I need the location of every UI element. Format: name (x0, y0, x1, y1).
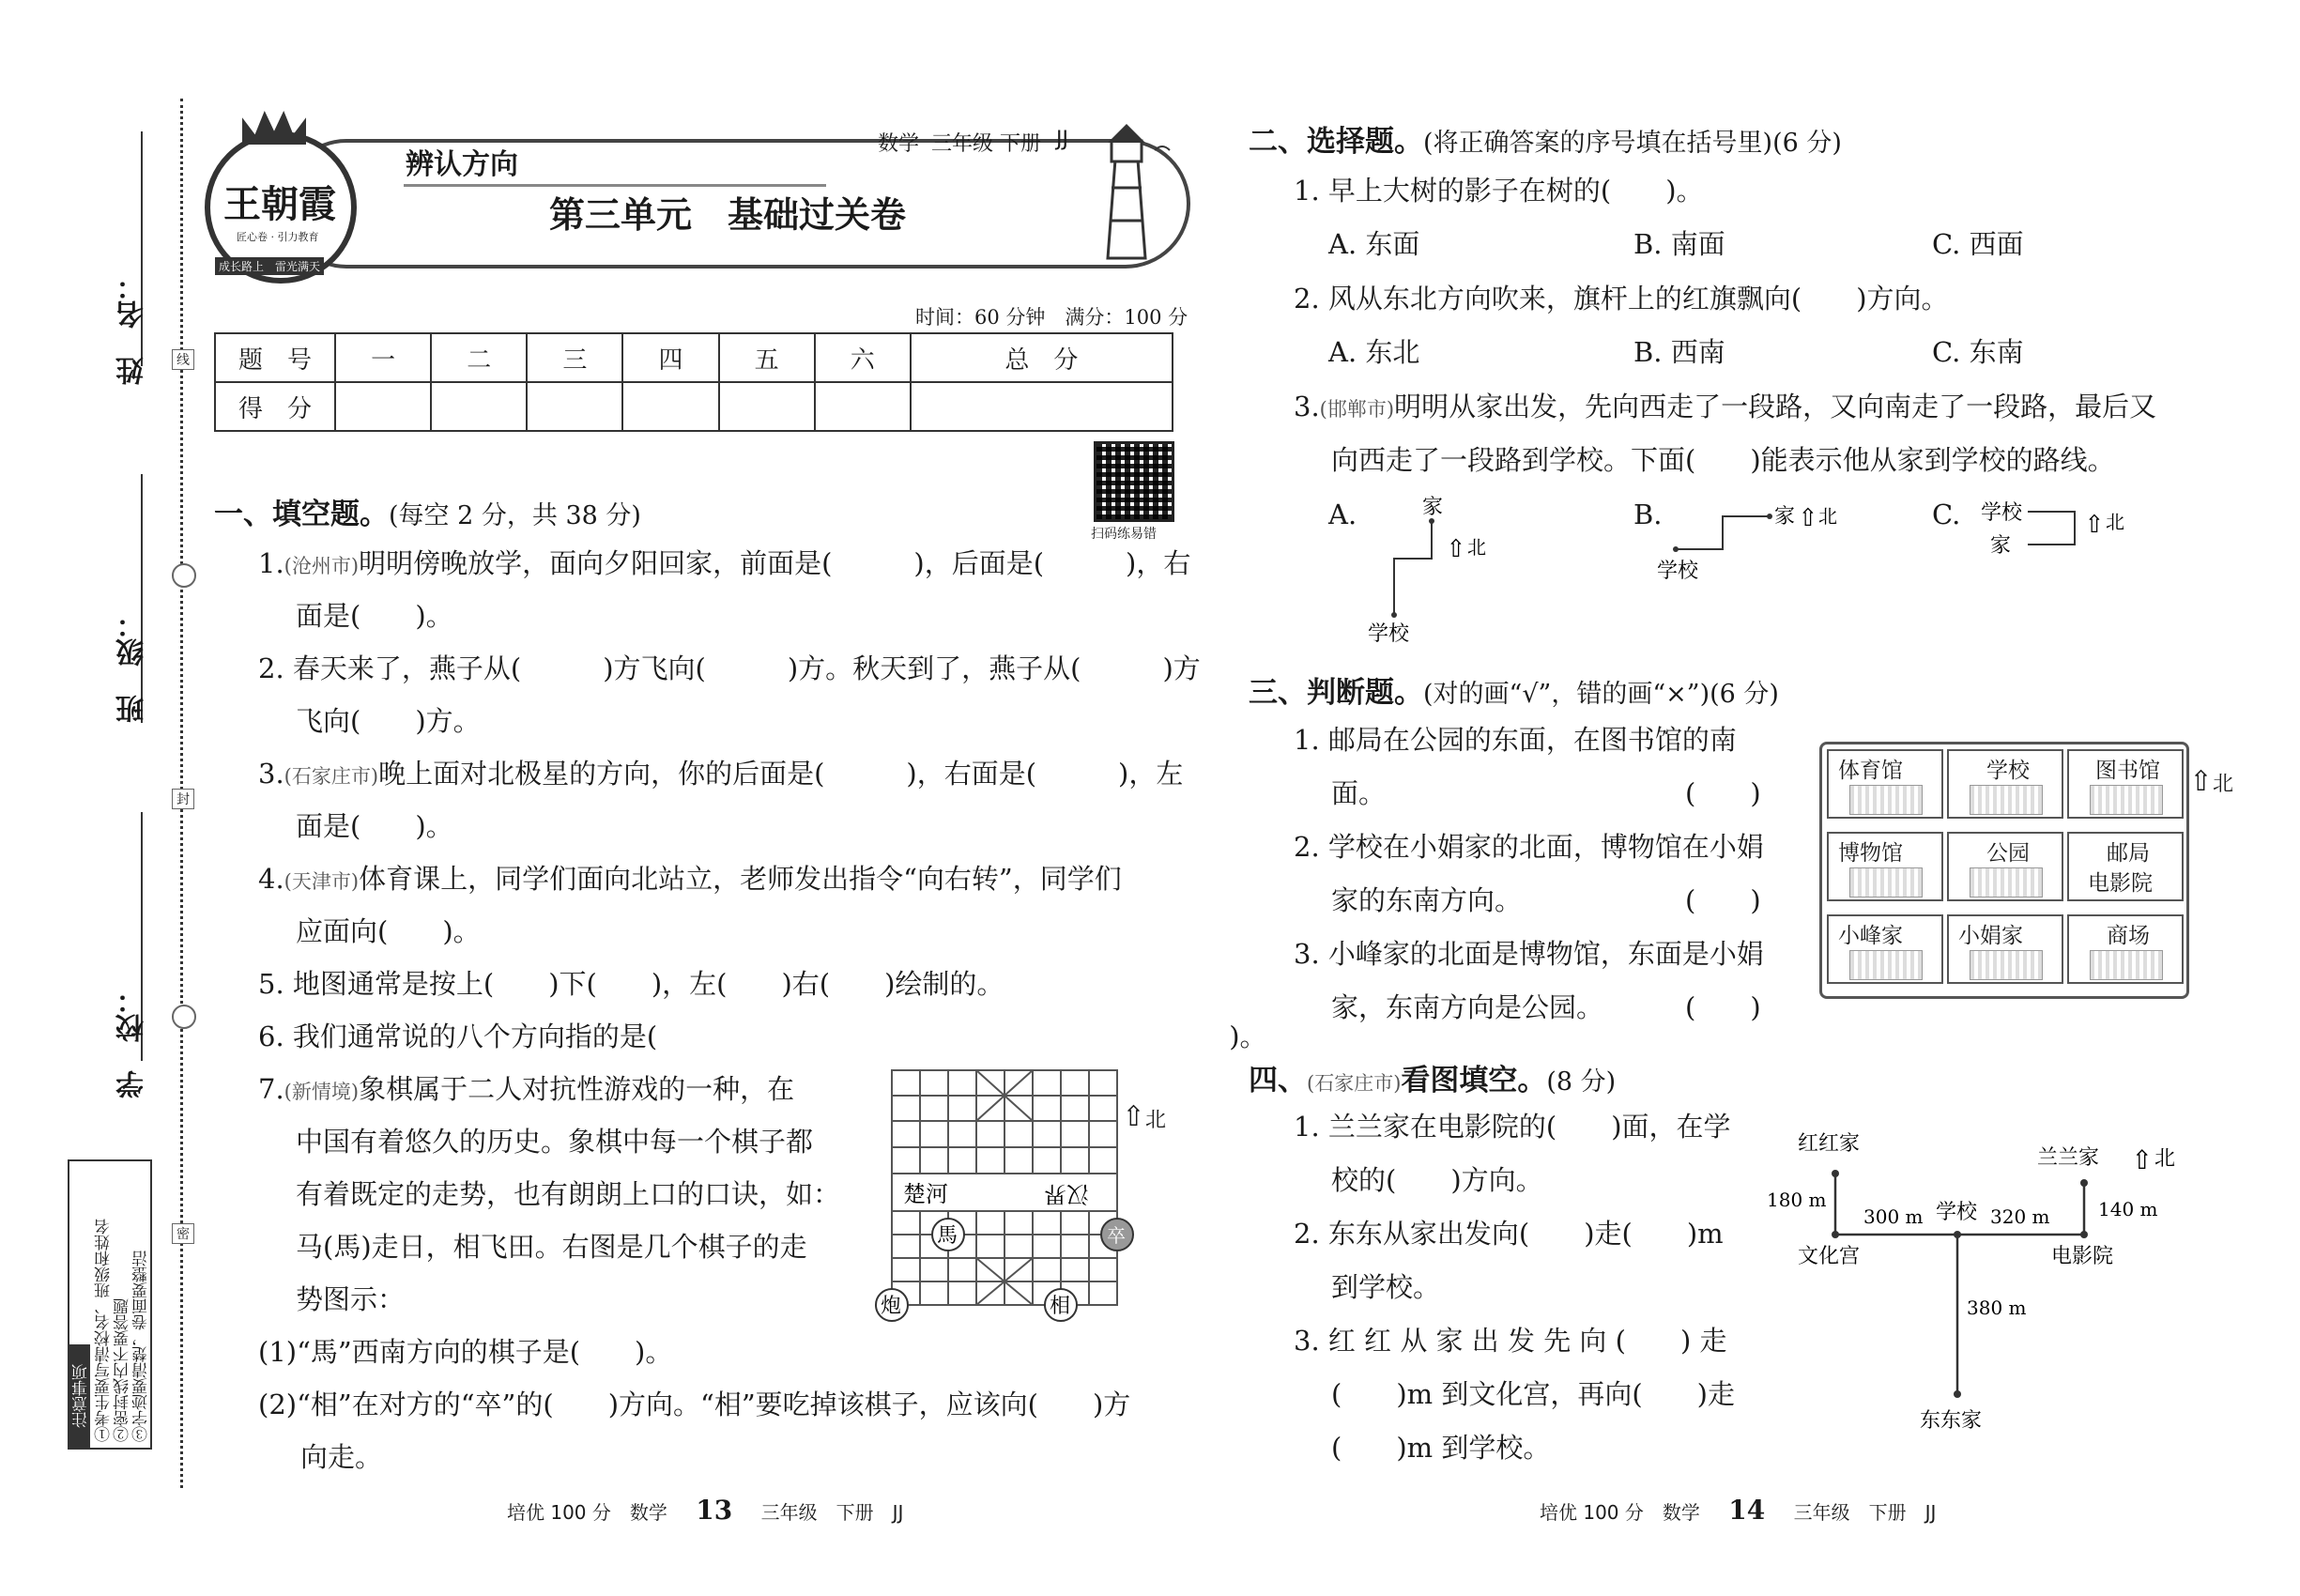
score-cell[interactable] (622, 382, 718, 431)
map-label: 学校 (1986, 759, 2030, 783)
map-label: 邮局 (2107, 841, 2150, 866)
section2-note: (将正确答案的序号填在括号里)(6 分) (1423, 129, 1842, 158)
dist-300: 300 m (1863, 1205, 1924, 1228)
section4-note: (8 分) (1546, 1067, 1617, 1097)
score-cell[interactable] (431, 382, 527, 431)
s1-q4-tag: (天津市) (284, 870, 360, 893)
mall-icon (2090, 950, 2163, 980)
route-opt-c-label[interactable]: C. (1932, 499, 1961, 530)
map-cell (1827, 832, 1943, 901)
footer-right (1540, 1495, 1936, 1526)
route-a-north-arrow-icon: ⇧ (1446, 535, 1466, 563)
s4-q2-line1: 2. 东东从家出发向( )走( )m (1294, 1218, 1724, 1250)
map-label: 小峰家 (1838, 924, 1903, 948)
score-cell[interactable] (719, 382, 815, 431)
section4-heading: 看图填空。 (1401, 1064, 1547, 1097)
topic-label: 辨认方向 (406, 148, 518, 181)
footer-book: 培优 100 分 数学 (1540, 1501, 1700, 1524)
map-cell (1947, 914, 2063, 984)
score-header: 题 号 (215, 333, 335, 382)
city-map (1819, 742, 2189, 999)
chess-board-diagram (873, 1061, 1155, 1333)
s2-q2: 2. 风从东北方向吹来，旗杆上的红旗飘向( )方向。 (1294, 283, 1949, 315)
route-opt-a-label[interactable]: A. (1328, 499, 1357, 530)
map-label: 小娟家 (1958, 924, 2023, 948)
dist-140: 140 m (2098, 1198, 2158, 1220)
s3-q3-line2: 家，东南方向是公园。 (1331, 991, 1604, 1023)
library-icon (2090, 785, 2163, 815)
section1-title (214, 490, 641, 532)
map-label: 公园 (1986, 841, 2030, 866)
score-cell[interactable] (815, 382, 911, 431)
map-label: 图书馆 (2095, 759, 2160, 783)
s2-q1: 1. 早上大树的影子在树的( )。 (1294, 175, 1704, 207)
s2-q3-line2: 向西走了一段路到学校。下面( )能表示他从家到学校的路线。 (1331, 444, 2115, 476)
map-label: 体育馆 (1838, 759, 1903, 783)
score-header: 四 (622, 333, 718, 382)
chess-river-right: 汉界 (1044, 1181, 1089, 1207)
s1-q7-line5: 势图示： (296, 1283, 406, 1315)
class-label: 班 级： (116, 610, 149, 723)
s1-q1-number: 1. (258, 547, 284, 579)
map-cell (1947, 832, 2063, 901)
qr-caption: 扫码练易错 (1091, 527, 1157, 542)
s3-q2-line1: 2. 学校在小娟家的北面，博物馆在小娟 (1294, 831, 1764, 863)
meta-term: 下册 (1000, 132, 1042, 156)
dist-380: 380 m (1967, 1297, 2027, 1319)
s1-q5: 5. 地图通常是按上( )下( )，左( )右( )绘制的。 (258, 968, 1004, 1000)
section4-title (1249, 1056, 1616, 1098)
s4-q3-line3: ( )m 到学校。 (1331, 1432, 1551, 1464)
s2-q2-opt-a[interactable]: A. 东北 (1328, 336, 1420, 368)
route-c-school: 学校 (1981, 501, 2023, 525)
notice-item-2: ②密封线内不要答题 (114, 1298, 132, 1442)
chess-piece-cannon: 炮 (881, 1295, 902, 1318)
exam-title: 第三单元 基础过关卷 (549, 194, 907, 236)
page-number: 13 (696, 1495, 733, 1526)
s1-q1-tag: (沧州市) (284, 555, 360, 577)
s2-q1-opt-c[interactable]: C. 西面 (1932, 228, 2024, 260)
s1-q7-tag: (新情境) (284, 1081, 360, 1103)
score-header: 总 分 (911, 333, 1173, 382)
diagram-north: 北 (2154, 1147, 2176, 1171)
s1-q3-line2: 面是( )。 (296, 810, 453, 842)
s1-q7-number: 7. (258, 1073, 284, 1105)
map-cell (2067, 749, 2184, 819)
s1-q1-text: 明明傍晚放学，面向夕阳回家，前面是( )，后面是( )，右 (359, 547, 1191, 579)
name-label: 姓 名： (116, 272, 149, 385)
stadium-icon (1849, 785, 1923, 815)
route-c-north-arrow-icon: ⇧ (2084, 511, 2105, 539)
map-north-label: 北 (2213, 773, 2234, 796)
route-diagram-c (1971, 493, 2159, 568)
lighthouse-icon (1080, 122, 1183, 263)
s2-q3-text: 明明从家出发，先向西走了一段路，又向南走了一段路，最后又 (1394, 391, 2157, 422)
s3-q3-answer[interactable]: ( ) (1685, 991, 1761, 1023)
crown-icon (242, 111, 306, 145)
s1-q1-line2: 面是( )。 (296, 600, 453, 632)
route-a-north: 北 (1467, 536, 1486, 559)
chess-north-arrow-icon: ⇧ (1122, 1100, 1146, 1133)
s1-q4-line1 (258, 852, 1122, 908)
s1-q7-line1 (258, 1063, 794, 1118)
route-b-north-arrow-icon: ⇧ (1798, 504, 1818, 532)
footer-grade: 三年级 下册 JJ (1793, 1501, 1937, 1524)
section3-title (1249, 668, 1779, 711)
route-opt-b-label[interactable]: B. (1633, 499, 1663, 530)
notice-item-1: ①考生要写清校名、班级和姓名 (95, 1219, 114, 1442)
chess-north-label: 北 (1145, 1109, 1167, 1132)
route-diagram-a (1366, 493, 1554, 643)
score-row-label: 得 分 (215, 382, 335, 431)
score-header: 三 (527, 333, 622, 382)
school-icon (1970, 785, 2043, 815)
place-cinema: 电影院 (2051, 1245, 2114, 1268)
cut-word-secret: 密 (172, 1223, 194, 1244)
s2-q3-tag: (邯郸市) (1319, 398, 1395, 421)
map-label: 博物馆 (1838, 841, 1903, 866)
qr-code-icon[interactable] (1094, 441, 1174, 522)
s1-q7-sub3: 向走。 (300, 1441, 383, 1473)
s1-q7-line4: 马(馬)走日，相飞田。右图是几个棋子的走 (296, 1231, 807, 1263)
s4-q2-line2: 到学校。 (1331, 1271, 1441, 1303)
s1-q4-number: 4. (258, 863, 284, 895)
footer-left (507, 1495, 903, 1526)
house-icon (1849, 950, 1923, 980)
route-c-north: 北 (2106, 511, 2124, 533)
route-b-home: 家 (1774, 505, 1796, 529)
map-label: 电影院 (2088, 871, 2153, 896)
section2-heading: 二、选择题。 (1249, 125, 1423, 159)
chess-piece-pawn: 卒 (1107, 1224, 1126, 1247)
section3-note: (对的画“√”，错的画“×”)(6 分) (1423, 680, 1779, 709)
s3-q3-line1: 3. 小峰家的北面是博物馆，东面是小娟 (1294, 938, 1764, 970)
cut-word-line: 线 (172, 349, 194, 370)
seal-dot (172, 563, 196, 588)
map-cell (2067, 914, 2184, 984)
s1-q7-line2: 中国有着悠久的历史。象棋中每一个棋子都 (296, 1126, 814, 1158)
s4-q1-line2: 校的( )方向。 (1331, 1164, 1543, 1196)
place-culture-palace: 文化宫 (1798, 1245, 1861, 1268)
route-a-school: 学校 (1368, 622, 1410, 643)
logo-slogan: 匠心卷 · 引力教育 (237, 231, 319, 243)
score-header: 六 (815, 333, 911, 382)
s1-q7-sub2: (2)“相”在对方的“卒”的( )方向。“相”要吃掉该棋子，应该向( )方 (258, 1389, 1131, 1420)
score-cell[interactable] (527, 382, 622, 431)
s1-q6: 6. 我们通常说的八个方向指的是( )。 (258, 1021, 1267, 1052)
building-icon (1970, 950, 2043, 980)
dist-180: 180 m (1767, 1189, 1827, 1211)
route-b-school: 学校 (1657, 560, 1699, 583)
score-header: 一 (335, 333, 431, 382)
score-table-value-row (215, 382, 1173, 431)
s3-q2-answer[interactable]: ( ) (1685, 884, 1761, 916)
place-lanlan: 兰兰家 (2037, 1146, 2100, 1170)
s1-q2-line2: 飞向( )方。 (296, 705, 481, 737)
place-dongdong: 东东家 (1920, 1409, 1983, 1433)
s1-q4-text: 体育课上，同学们面向北站立，老师发出指令“向右转”，同学们 (359, 863, 1122, 895)
map-label: 商场 (2107, 924, 2150, 948)
map-cell (2067, 832, 2184, 901)
score-cell[interactable] (911, 382, 1173, 431)
meta-edition: JJ (1056, 128, 1068, 151)
s1-q7-line3: 有着既定的走势，也有朗朗上口的口诀，如： (296, 1178, 841, 1210)
map-cell (1947, 749, 2063, 819)
s4-q3-line1: 3. 红 红 从 家 出 发 先 向 ( ) 走 (1294, 1325, 1727, 1357)
notice-title: 注意事项 (69, 1344, 90, 1448)
s1-q7-sub1: (1)“馬”西南方向的棋子是( )。 (258, 1336, 673, 1368)
place-honghong: 红红家 (1798, 1132, 1861, 1156)
place-school: 学校 (1936, 1201, 1978, 1224)
s3-q1-line2: 面。 (1331, 777, 1387, 809)
s3-q2-line2: 家的东南方向。 (1331, 884, 1523, 916)
seal-dot (172, 1005, 196, 1029)
s3-q1-line1: 1. 邮局在公园的东面，在图书馆的南 (1294, 724, 1737, 756)
footer-book: 培优 100 分 数学 (507, 1501, 667, 1524)
s2-q1-opt-a[interactable]: A. 东面 (1328, 228, 1420, 260)
s1-q3-tag: (石家庄市) (284, 765, 379, 788)
cut-word-seal: 封 (172, 789, 194, 809)
map-cell (1827, 914, 1943, 984)
s1-q1-line1 (258, 537, 1190, 592)
route-map-diagram (1765, 1122, 2216, 1441)
logo-ribbon: 成长路上 雷光满天 (215, 257, 324, 275)
score-header: 五 (719, 333, 815, 382)
route-b-north: 北 (1818, 505, 1837, 528)
score-cell[interactable] (335, 382, 431, 431)
s2-q2-opt-c[interactable]: C. 东南 (1932, 336, 2024, 368)
route-a-home: 家 (1422, 496, 1444, 519)
chess-piece-minister: 相 (1050, 1295, 1071, 1318)
chess-piece-horse: 馬 (937, 1224, 958, 1248)
map-north-arrow-icon: ⇧ (2189, 765, 2214, 798)
chess-river-left: 楚河 (903, 1181, 948, 1207)
s2-q3-line1 (1294, 380, 2156, 436)
s1-q3-text: 晚上面对北极星的方向，你的后面是( )，右面是( )，左 (378, 758, 1184, 790)
section4-tag: (石家庄市) (1307, 1072, 1402, 1095)
section4-heading-prefix: 四、 (1249, 1064, 1307, 1097)
diagram-north-arrow-icon: ⇧ (2131, 1144, 2154, 1175)
s1-q3-line1 (258, 747, 1183, 803)
meta-grade: 三年级 (931, 132, 994, 156)
page-number: 14 (1728, 1495, 1766, 1526)
meta-subject: 数学 (878, 132, 920, 156)
section2-title (1249, 117, 1842, 160)
s4-q1-line1: 1. 兰兰家在电影院的( )面，在学 (1294, 1111, 1731, 1143)
score-table-header-row (215, 333, 1173, 382)
s1-q2-line1: 2. 春天来了，燕子从( )方飞向( )方。秋天到了，燕子从( )方 (258, 652, 1201, 684)
s3-q1-answer[interactable]: ( ) (1685, 777, 1761, 809)
school-label: 学 校： (116, 986, 149, 1098)
s1-q7-text: 象棋属于二人对抗性游戏的一种，在 (359, 1073, 795, 1105)
s2-q1-opt-b[interactable]: B. 南面 (1633, 228, 1725, 260)
time-info: 时间：60 分钟 满分：100 分 (915, 306, 1188, 329)
museum-icon (1849, 867, 1923, 898)
brand-logo (205, 131, 357, 284)
section3-heading: 三、判断题。 (1249, 676, 1423, 710)
notice-box (68, 1159, 152, 1450)
score-header: 二 (431, 333, 527, 382)
notice-item-3: ③字迹要清楚，卷面要整洁 (132, 1251, 151, 1442)
section1-note: (每空 2 分，共 38 分) (389, 501, 641, 530)
s1-q4-line2: 应面向( )。 (296, 915, 481, 947)
route-c-home: 家 (1990, 534, 2012, 558)
s1-q3-number: 3. (258, 758, 284, 790)
map-cell (1827, 749, 1943, 819)
park-icon (1970, 867, 2043, 898)
score-table (214, 332, 1173, 432)
logo-name: 王朝霞 (223, 182, 336, 226)
footer-grade: 三年级 下册 JJ (760, 1501, 904, 1524)
section1-heading: 一、填空题。 (214, 498, 389, 531)
s4-q3-line2: ( )m 到文化宫，再向( )走 (1331, 1378, 1735, 1410)
route-diagram-b (1657, 493, 1873, 587)
dist-320: 320 m (1990, 1205, 2050, 1228)
s2-q3-number: 3. (1294, 391, 1320, 422)
s2-q2-opt-b[interactable]: B. 西南 (1633, 336, 1725, 368)
